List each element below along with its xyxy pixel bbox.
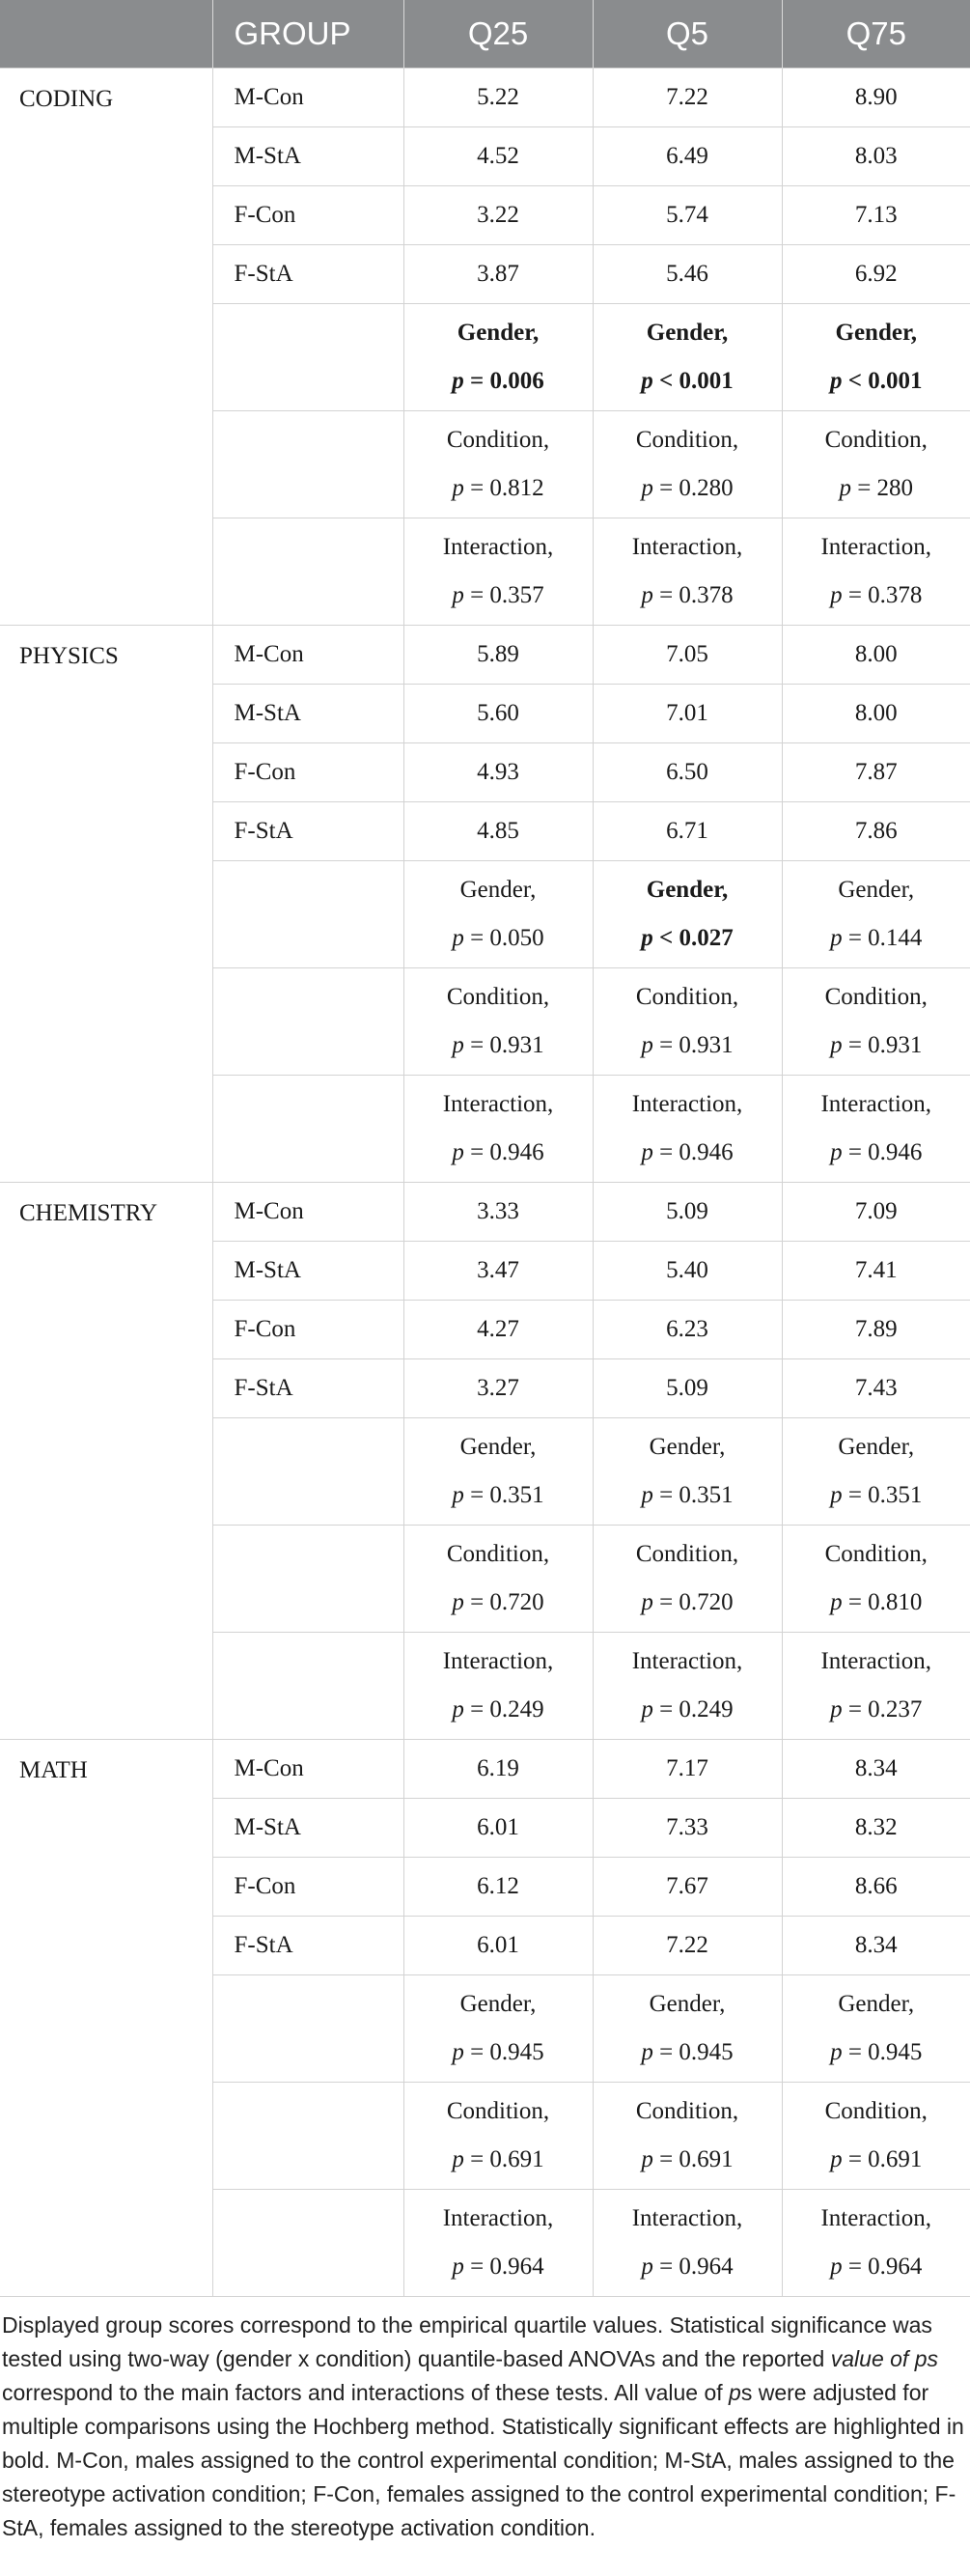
p-number: = 0.946: [463, 1139, 544, 1165]
p-number: = 0.945: [652, 2039, 734, 2065]
p-symbol: p: [452, 1139, 464, 1165]
stat-p-value: [404, 2136, 593, 2184]
p-symbol: p: [839, 475, 851, 501]
footnote-text-1: Displayed group scores correspond to the empirical quartile values. Statistical significance was tested using two-way (gender x condition) quantile-based ANOVAs and the reported: [2, 2312, 932, 2371]
stat-cell-q5: [593, 1418, 782, 1526]
stat-p-value: [404, 2029, 593, 2077]
stat-cell-q25: [403, 1418, 593, 1526]
p-symbol: p: [452, 1589, 464, 1615]
stat-cell-q5: [593, 861, 782, 968]
value-cell-q5: 6.23: [593, 1301, 782, 1359]
stat-cell-q75: [782, 411, 970, 518]
table-row: [0, 69, 970, 127]
p-symbol: p: [452, 2254, 464, 2280]
value-cell-q75: 8.34: [782, 1740, 970, 1799]
value-cell-q25: 5.22: [403, 69, 593, 127]
p-number: = 0.691: [463, 2146, 544, 2172]
p-number: = 0.378: [842, 582, 923, 608]
empty-group-cell: [212, 1076, 403, 1183]
value-cell-q75: 8.00: [782, 626, 970, 685]
empty-group-cell: [212, 968, 403, 1076]
p-symbol: p: [641, 2039, 653, 2065]
stat-label: Condition,: [635, 1541, 739, 1567]
value-cell-q5: 5.40: [593, 1242, 782, 1301]
stat-cell-q75: [782, 1526, 970, 1633]
value-cell-q75: 8.03: [782, 127, 970, 186]
p-number: < 0.027: [652, 925, 734, 951]
stat-p-value: [783, 1129, 970, 1177]
group-cell: F-Con: [212, 1858, 403, 1917]
group-cell: M-Con: [212, 1183, 403, 1242]
group-cell: M-StA: [212, 1799, 403, 1858]
stat-cell-q5: [593, 1975, 782, 2083]
stat-label: Interaction,: [820, 534, 932, 560]
stat-cell-q75: [782, 1975, 970, 2083]
group-cell: F-StA: [212, 245, 403, 304]
value-cell-q25: 6.01: [403, 1799, 593, 1858]
stat-p-value: [594, 914, 782, 963]
stat-cell-q5: [593, 304, 782, 411]
value-cell-q25: 4.52: [403, 127, 593, 186]
stat-p-value: [404, 464, 593, 513]
p-number: = 0.964: [842, 2254, 923, 2280]
stat-label: Condition,: [635, 2098, 739, 2124]
value-cell-q75: 8.32: [782, 1799, 970, 1858]
p-number: = 0.964: [652, 2254, 734, 2280]
stat-cell-q75: [782, 1418, 970, 1526]
p-symbol: p: [641, 2254, 653, 2280]
p-number: = 0.378: [652, 582, 734, 608]
header-domain: [0, 0, 212, 69]
stat-cell-q25: [403, 1633, 593, 1740]
stat-label: Condition,: [446, 984, 550, 1010]
stat-p-value: [404, 914, 593, 963]
empty-group-cell: [212, 304, 403, 411]
p-symbol: p: [641, 1139, 653, 1165]
empty-group-cell: [212, 2190, 403, 2297]
p-number: = 0.691: [842, 2146, 923, 2172]
value-cell-q75: 8.00: [782, 685, 970, 743]
stat-label: Interaction,: [820, 1091, 932, 1117]
p-number: = 0.945: [842, 2039, 923, 2065]
group-cell: M-Con: [212, 69, 403, 127]
p-symbol: p: [641, 2146, 653, 2172]
value-cell-q5: 7.05: [593, 626, 782, 685]
stat-label: Interaction,: [442, 534, 554, 560]
value-cell-q25: 3.33: [403, 1183, 593, 1242]
stat-cell-q5: [593, 2083, 782, 2190]
value-cell-q75: 8.90: [782, 69, 970, 127]
group-cell: M-StA: [212, 127, 403, 186]
value-cell-q5: 5.74: [593, 186, 782, 245]
stat-p-value: [783, 572, 970, 620]
stat-p-value: [594, 1579, 782, 1627]
value-cell-q25: 4.85: [403, 802, 593, 861]
stat-p-value: [783, 357, 970, 406]
stat-label: Interaction,: [631, 1091, 743, 1117]
stat-p-value: [594, 1686, 782, 1734]
stat-cell-q25: [403, 518, 593, 626]
p-symbol: p: [641, 1482, 653, 1508]
p-symbol: p: [830, 1032, 843, 1058]
stat-p-value: [783, 1579, 970, 1627]
p-number: < 0.001: [842, 368, 923, 394]
p-symbol: p: [452, 1482, 464, 1508]
p-number: = 0.946: [842, 1139, 923, 1165]
stat-p-value: [594, 2136, 782, 2184]
stat-p-value: [594, 1022, 782, 1070]
stat-label: Interaction,: [820, 1648, 932, 1674]
domain-label: MATH: [0, 1740, 212, 2297]
p-symbol: p: [641, 1589, 653, 1615]
stat-label: Interaction,: [442, 1091, 554, 1117]
header-q75: Q75: [782, 0, 970, 69]
stat-p-value: [404, 1022, 593, 1070]
p-number: < 0.001: [652, 368, 734, 394]
stat-label: Gender,: [838, 877, 915, 903]
stat-cell-q25: [403, 2083, 593, 2190]
p-symbol: p: [641, 1032, 653, 1058]
stat-cell-q75: [782, 304, 970, 411]
stat-label: Interaction,: [631, 2205, 743, 2231]
stat-p-value: [594, 572, 782, 620]
stat-cell-q75: [782, 861, 970, 968]
value-cell-q25: 3.87: [403, 245, 593, 304]
stat-label: Gender,: [459, 1434, 537, 1460]
stat-p-value: [404, 2243, 593, 2291]
table-row: [0, 1740, 970, 1799]
stat-label: Interaction,: [631, 1648, 743, 1674]
p-number: = 0.351: [463, 1482, 544, 1508]
group-cell: M-Con: [212, 1740, 403, 1799]
stat-p-value: [404, 1686, 593, 1734]
domain-label: CODING: [0, 69, 212, 626]
p-number: = 0.720: [652, 1589, 734, 1615]
p-symbol: p: [452, 1032, 464, 1058]
stat-label: Condition,: [824, 984, 928, 1010]
table-body: [0, 69, 970, 2297]
empty-group-cell: [212, 1975, 403, 2083]
stat-label: Gender,: [457, 320, 540, 346]
stat-p-value: [404, 572, 593, 620]
p-symbol: p: [452, 925, 464, 951]
stat-cell-q5: [593, 411, 782, 518]
stat-label: Gender,: [646, 877, 729, 903]
p-number: = 0.946: [652, 1139, 734, 1165]
value-cell-q5: 5.09: [593, 1183, 782, 1242]
group-cell: M-StA: [212, 1242, 403, 1301]
footnote-italic-2: p: [729, 2380, 741, 2405]
table-row: [0, 626, 970, 685]
p-symbol: p: [452, 475, 464, 501]
p-symbol: p: [641, 475, 653, 501]
empty-group-cell: [212, 411, 403, 518]
group-cell: F-Con: [212, 1301, 403, 1359]
p-symbol: p: [830, 1589, 843, 1615]
domain-label: CHEMISTRY: [0, 1183, 212, 1740]
value-cell-q75: 6.92: [782, 245, 970, 304]
value-cell-q25: 4.93: [403, 743, 593, 802]
stat-label: Gender,: [459, 1991, 537, 2017]
value-cell-q5: 7.01: [593, 685, 782, 743]
empty-group-cell: [212, 1526, 403, 1633]
p-number: = 0.691: [652, 2146, 734, 2172]
stat-cell-q75: [782, 1633, 970, 1740]
p-number: = 0.931: [842, 1032, 923, 1058]
p-number: = 0.050: [463, 925, 544, 951]
p-number: = 0.144: [842, 925, 923, 951]
p-number: = 0.810: [842, 1589, 923, 1615]
stat-cell-q5: [593, 1633, 782, 1740]
stat-p-value: [783, 914, 970, 963]
p-number: = 280: [850, 475, 914, 501]
stat-cell-q25: [403, 861, 593, 968]
p-symbol: p: [452, 2039, 464, 2065]
p-number: = 0.249: [652, 1696, 734, 1722]
p-number: = 0.720: [463, 1589, 544, 1615]
stat-cell-q25: [403, 2190, 593, 2297]
p-symbol: p: [452, 2146, 464, 2172]
p-symbol: p: [830, 1139, 843, 1165]
group-cell: F-StA: [212, 1359, 403, 1418]
p-number: = 0.931: [652, 1032, 734, 1058]
stat-cell-q5: [593, 1076, 782, 1183]
stat-label: Condition,: [635, 984, 739, 1010]
stat-label: Condition,: [824, 427, 928, 453]
stat-label: Condition,: [824, 2098, 928, 2124]
empty-group-cell: [212, 1633, 403, 1740]
value-cell-q75: 7.41: [782, 1242, 970, 1301]
p-number: = 0.006: [463, 368, 544, 394]
value-cell-q5: 7.22: [593, 69, 782, 127]
p-symbol: p: [830, 582, 843, 608]
value-cell-q25: 6.01: [403, 1917, 593, 1975]
stat-cell-q5: [593, 518, 782, 626]
p-number: = 0.931: [463, 1032, 544, 1058]
stat-label: Gender,: [649, 1434, 726, 1460]
stat-label: Gender,: [835, 320, 917, 346]
stat-p-value: [594, 1471, 782, 1520]
stat-cell-q25: [403, 1975, 593, 2083]
table-footnote: [0, 2297, 970, 2545]
header-row: [0, 0, 970, 69]
group-cell: M-Con: [212, 626, 403, 685]
stat-label: Interaction,: [631, 534, 743, 560]
stat-label: Gender,: [646, 320, 729, 346]
stat-cell-q5: [593, 1526, 782, 1633]
stat-label: Condition,: [446, 1541, 550, 1567]
p-symbol: p: [452, 582, 464, 608]
p-number: = 0.249: [463, 1696, 544, 1722]
p-symbol: p: [830, 2146, 843, 2172]
value-cell-q5: 7.67: [593, 1858, 782, 1917]
stat-cell-q5: [593, 968, 782, 1076]
stat-p-value: [594, 464, 782, 513]
stat-p-value: [404, 1579, 593, 1627]
p-number: = 0.812: [463, 475, 544, 501]
stat-cell-q75: [782, 518, 970, 626]
footnote-text-3: s were adjusted for multiple comparisons using the Hochberg method. Statistically significant effects are highlighted in bold. M-Con, males assigned to the control experimental condition; M-StA, males assigned to the stereotype activation condition; F-Con, females assigned to the control experimental condition; F-StA, females assigned to the stereotype activation condition.: [2, 2380, 964, 2540]
stat-p-value: [404, 1129, 593, 1177]
empty-group-cell: [212, 2083, 403, 2190]
value-cell-q5: 6.49: [593, 127, 782, 186]
group-cell: F-StA: [212, 1917, 403, 1975]
stat-cell-q25: [403, 411, 593, 518]
stat-p-value: [594, 2243, 782, 2291]
stat-cell-q75: [782, 2083, 970, 2190]
value-cell-q75: 7.87: [782, 743, 970, 802]
value-cell-q25: 4.27: [403, 1301, 593, 1359]
stat-p-value: [783, 2136, 970, 2184]
header-group: GROUP: [212, 0, 403, 69]
value-cell-q75: 7.89: [782, 1301, 970, 1359]
stat-label: Interaction,: [442, 1648, 554, 1674]
value-cell-q75: 7.86: [782, 802, 970, 861]
footnote-italic-1: value of ps: [830, 2346, 938, 2371]
stat-label: Condition,: [824, 1541, 928, 1567]
stat-label: Condition,: [635, 427, 739, 453]
p-number: = 0.964: [463, 2254, 544, 2280]
value-cell-q75: 7.13: [782, 186, 970, 245]
stat-label: Interaction,: [442, 2205, 554, 2231]
stat-p-value: [594, 357, 782, 406]
p-symbol: p: [830, 2254, 843, 2280]
stat-p-value: [594, 2029, 782, 2077]
empty-group-cell: [212, 518, 403, 626]
stat-cell-q25: [403, 968, 593, 1076]
stat-label: Gender,: [649, 1991, 726, 2017]
value-cell-q5: 7.17: [593, 1740, 782, 1799]
value-cell-q75: 7.09: [782, 1183, 970, 1242]
stat-p-value: [404, 357, 593, 406]
value-cell-q5: 6.50: [593, 743, 782, 802]
stat-p-value: [783, 2029, 970, 2077]
domain-label: PHYSICS: [0, 626, 212, 1183]
p-number: = 0.357: [463, 582, 544, 608]
stat-p-value: [783, 1022, 970, 1070]
stat-p-value: [783, 2243, 970, 2291]
stat-p-value: [594, 1129, 782, 1177]
value-cell-q25: 6.19: [403, 1740, 593, 1799]
stat-cell-q75: [782, 968, 970, 1076]
footnote-text-2: correspond to the main factors and interactions of these tests. All value of: [2, 2380, 730, 2405]
value-cell-q5: 5.09: [593, 1359, 782, 1418]
stat-label: Gender,: [838, 1991, 915, 2017]
stat-cell-q25: [403, 1526, 593, 1633]
stat-p-value: [783, 1471, 970, 1520]
stat-cell-q75: [782, 2190, 970, 2297]
stat-p-value: [404, 1471, 593, 1520]
value-cell-q75: 8.66: [782, 1858, 970, 1917]
value-cell-q25: 5.89: [403, 626, 593, 685]
value-cell-q75: 8.34: [782, 1917, 970, 1975]
p-number: = 0.945: [463, 2039, 544, 2065]
stat-cell-q25: [403, 304, 593, 411]
p-symbol: p: [830, 368, 843, 394]
p-symbol: p: [452, 1696, 464, 1722]
p-number: = 0.237: [842, 1696, 923, 1722]
value-cell-q5: 7.33: [593, 1799, 782, 1858]
value-cell-q25: 3.22: [403, 186, 593, 245]
p-number: = 0.280: [652, 475, 734, 501]
p-symbol: p: [830, 925, 843, 951]
p-number: = 0.351: [842, 1482, 923, 1508]
header-q25: Q25: [403, 0, 593, 69]
group-cell: F-Con: [212, 743, 403, 802]
stat-label: Gender,: [838, 1434, 915, 1460]
empty-group-cell: [212, 861, 403, 968]
stat-label: Gender,: [459, 877, 537, 903]
p-symbol: p: [830, 1482, 843, 1508]
value-cell-q5: 7.22: [593, 1917, 782, 1975]
stat-label: Interaction,: [820, 2205, 932, 2231]
value-cell-q5: 5.46: [593, 245, 782, 304]
value-cell-q25: 3.27: [403, 1359, 593, 1418]
value-cell-q75: 7.43: [782, 1359, 970, 1418]
stat-cell-q25: [403, 1076, 593, 1183]
group-cell: F-StA: [212, 802, 403, 861]
value-cell-q25: 5.60: [403, 685, 593, 743]
p-symbol: p: [830, 1696, 843, 1722]
stat-label: Condition,: [446, 427, 550, 453]
p-symbol: p: [641, 582, 653, 608]
p-symbol: p: [641, 1696, 653, 1722]
p-symbol: p: [641, 925, 653, 951]
value-cell-q25: 6.12: [403, 1858, 593, 1917]
p-symbol: p: [830, 2039, 843, 2065]
header-q5: Q5: [593, 0, 782, 69]
empty-group-cell: [212, 1418, 403, 1526]
value-cell-q25: 3.47: [403, 1242, 593, 1301]
stat-p-value: [783, 1686, 970, 1734]
p-symbol: p: [641, 368, 653, 394]
stat-p-value: [783, 464, 970, 513]
stat-cell-q75: [782, 1076, 970, 1183]
group-cell: M-StA: [212, 685, 403, 743]
p-number: = 0.351: [652, 1482, 734, 1508]
stat-label: Condition,: [446, 2098, 550, 2124]
table-row: [0, 1183, 970, 1242]
p-symbol: p: [452, 368, 464, 394]
value-cell-q5: 6.71: [593, 802, 782, 861]
group-cell: F-Con: [212, 186, 403, 245]
stat-cell-q5: [593, 2190, 782, 2297]
